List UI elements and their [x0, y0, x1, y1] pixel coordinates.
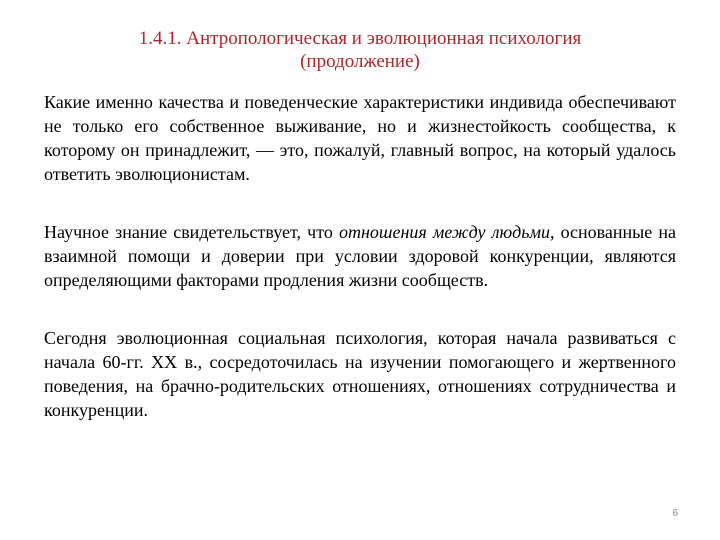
- slide-title: [60, 27, 660, 73]
- paragraph-2: [44, 220, 676, 292]
- slide-body: [44, 90, 676, 456]
- paragraph-2-text-end: , основанные на взаимной помощи и доверии при условии здоровой конкуренции, являются определяющими факторами продления жизни сообществ.: [44, 222, 676, 290]
- paragraph-2-emphasis: отношения между людьми: [338, 222, 550, 242]
- slide-title-line1: 1.4.1. Антропологическая и эволюционная психология: [138, 28, 582, 49]
- paragraph-1: Какие именно качества и поведенческие характеристики индивида обеспечивают не только его собственное выживание, но и жизнестойкость сообщества, к которому он принадлежит, — это, пожалуй, главный вопрос, на который удалось ответить эволюционистам.: [44, 92, 676, 184]
- page-number: 6: [672, 508, 678, 519]
- slide-title-line2: (продолжение): [300, 51, 420, 72]
- paragraph-3: Сегодня эволюционная социальная психология, которая начала развиваться с начала 60-гг. XX в., сосредоточилась на изучении помогающего и жертвенного поведения, на брачно-родительских отношениях, отношениях сотрудничества и конкуренции.: [44, 328, 676, 420]
- paragraph-2-text-start: Научное знание свидетельствует, что: [44, 222, 339, 242]
